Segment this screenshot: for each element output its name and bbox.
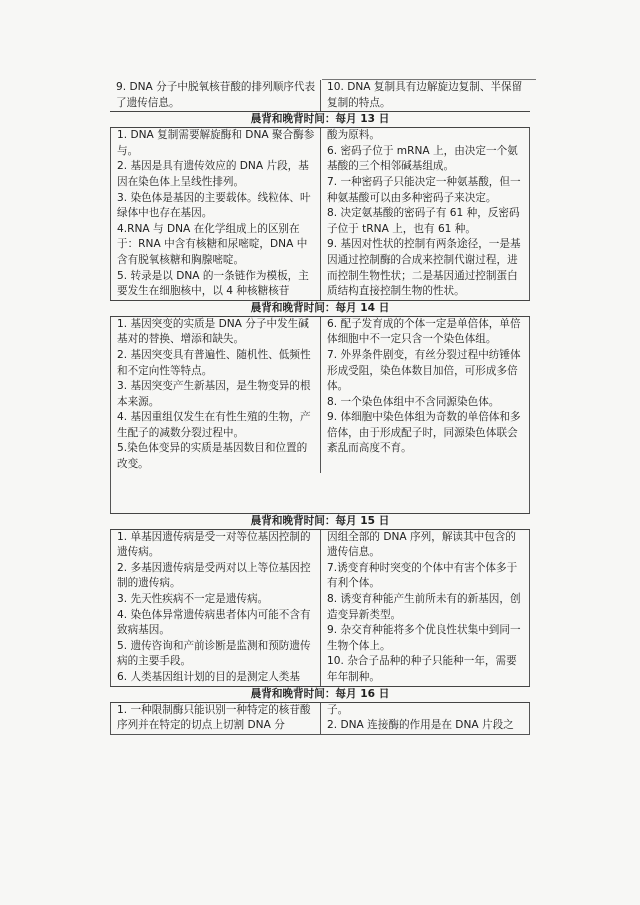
- list-item: 8. 一个染色体组中不含同源染色体。: [327, 395, 500, 408]
- section-gap: [110, 473, 530, 513]
- right-column: [320, 128, 529, 300]
- list-item: 4.RNA 与 DNA 在化学组成上的区别在于：RNA 中含有核糖和尿嘧啶，DNA 中含有脱氧核糖和胸腺嘧啶。: [117, 222, 308, 266]
- list-item: 2. 基因是具有遗传效应的 DNA 片段，基因在染色体上呈线性排列。: [117, 160, 309, 188]
- list-item: 4. 基因重组仅发生在有性生殖的生物，产生配子的减数分裂过程中。: [117, 411, 311, 439]
- list-item: 9. 体细胞中染色体组为奇数的单倍体和多倍体，由于形成配子时，同源染色体联会紊乱而高度不育。: [327, 411, 521, 455]
- list-item: 5. 遗传咨询和产前诊断是监测和预防遗传病的主要手段。: [117, 639, 311, 668]
- list-item: 3. 染色体是基因的主要载体。线粒体、叶绿体中也存在基因。: [117, 191, 311, 220]
- left-column: [111, 128, 320, 300]
- right-column: [320, 703, 529, 734]
- section-header-13: 晨背和晚背时间：每月 13 日: [110, 111, 530, 128]
- list-item: 2. 基因突变具有普遍性、随机性、低频性和不定向性等特点。: [117, 348, 311, 377]
- section-13-body: [110, 128, 530, 300]
- list-item: 2. DNA 连接酶的作用是在 DNA 片段之: [327, 719, 514, 732]
- left-column: [111, 703, 320, 734]
- list-item: 3. 先天性疾病不一定是遗传病。: [117, 593, 269, 606]
- list-item: 10. 杂合子品种的种子只能种一年，需要年年制种。: [327, 655, 517, 683]
- list-item: 9. DNA 分子中脱氧核苷酸的排列顺序代表了遗传信息。: [116, 81, 316, 109]
- section-14-body: [110, 317, 530, 473]
- block-continuation: [110, 80, 530, 111]
- list-item: 2. 多基因遗传病是受两对以上等位基因控制的遗传病。: [117, 561, 311, 590]
- right-column: [320, 530, 529, 686]
- right-column: [320, 80, 530, 111]
- list-item: 1. 基因突变的实质是 DNA 分子中发生碱基对的替换、增添和缺失。: [117, 317, 309, 346]
- list-item: 4. 染色体异常遗传病患者体内可能不含有致病基因。: [117, 608, 311, 637]
- list-item: 1. 单基因遗传病是受一对等位基因控制的遗传病。: [117, 530, 311, 559]
- list-item: 子。: [327, 703, 349, 716]
- list-item: 5. 转录是以 DNA 的一条链作为模板，主要发生在细胞核中，以 4 种核糖核苷: [117, 269, 309, 298]
- list-item: 5.染色体变异的实质是基因数目和位置的改变。: [117, 442, 308, 471]
- list-item: 9. 基因对性状的控制有两条途径，一是基因通过控制酶的合成来控制代谢过程，进而控制生物性状；二是基因通过控制蛋白质结构直接控制生物的性状。: [327, 238, 521, 298]
- list-item: 6. 密码子位于 mRNA 上，由决定一个氨基酸的三个相邻碱基组成。: [327, 144, 518, 173]
- list-item: 6. 配子发育成的个体一定是单倍体，单倍体细胞中不一定只含一个染色体组。: [327, 317, 521, 346]
- section-header-14: 晨背和晚背时间：每月 14 日: [110, 300, 530, 317]
- left-column: [111, 530, 320, 686]
- section-header-15: 晨背和晚背时间：每月 15 日: [110, 513, 530, 530]
- section-header-16: 晨背和晚背时间：每月 16 日: [110, 686, 530, 703]
- section-16-body: [110, 703, 530, 735]
- list-item: 9. 杂交育种能将多个优良性状集中到同一生物个体上。: [327, 624, 521, 652]
- list-item: 1. 一种限制酶只能识别一种特定的核苷酸序列并在特定的切点上切割 DNA 分: [117, 703, 311, 732]
- left-column: [110, 80, 320, 111]
- list-item: 酸为原料。: [327, 129, 380, 142]
- list-item: 因组全部的 DNA 序列，解读其中包含的遗传信息。: [327, 530, 516, 559]
- left-column: [111, 317, 320, 473]
- list-item: 6. 人类基因组计划的目的是测定人类基: [117, 671, 300, 683]
- list-item: 1. DNA 复制需要解旋酶和 DNA 聚合酶参与。: [117, 129, 315, 157]
- section-15-body: [110, 530, 530, 686]
- note-sheet: [110, 80, 530, 735]
- list-item: 3. 基因突变产生新基因，是生物变异的根本来源。: [117, 380, 311, 408]
- list-item: 7. 一种密码子只能决定一种氨基酸，但一种氨基酸可以由多种密码子来决定。: [327, 175, 521, 204]
- list-item: 8. 诱变育种能产生前所未有的新基因，创造变异新类型。: [327, 593, 521, 621]
- list-item: 8. 决定氨基酸的密码子有 61 种，反密码子位于 tRNA 上，也有 61 种。: [327, 207, 520, 235]
- list-item: 10. DNA 复制具有边解旋边复制、半保留复制的特点。: [327, 81, 523, 109]
- right-column: [320, 317, 529, 473]
- list-item: 7.诱变育种时突变的个体中有害个体多于有利个体。: [327, 561, 518, 590]
- list-item: 7. 外界条件剧变，有丝分裂过程中纺锤体形成受阻，染色体数目加倍，可形成多倍体。: [327, 348, 521, 393]
